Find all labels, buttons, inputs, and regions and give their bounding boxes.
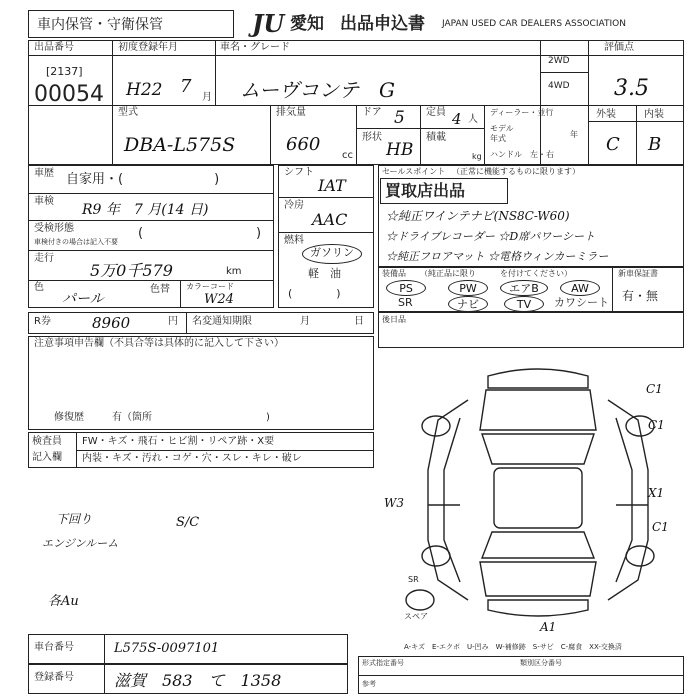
- first-reg-label: 初度登録年月: [118, 42, 178, 53]
- mileage-value: 5万0千579: [90, 261, 173, 280]
- mark-c1-a: C1: [646, 382, 663, 396]
- ref-label: 参考: [362, 680, 376, 688]
- chassis-value: L575S-0097101: [114, 641, 220, 656]
- equip-aw: AW: [560, 280, 600, 296]
- repair-label: 修復歴: [54, 412, 84, 423]
- color-code-value: W24: [204, 292, 234, 307]
- car-name-label: 車名・グレード: [220, 42, 290, 53]
- model-year-label-1: モデル: [490, 124, 514, 133]
- equipment-label: 装備品: [382, 269, 406, 278]
- interior-label: 内装: [644, 109, 664, 120]
- usage-label: 車歴: [34, 168, 54, 179]
- year-unit: 年: [570, 130, 578, 139]
- mileage-label: 走行: [34, 253, 54, 264]
- load-label: 積載: [426, 132, 446, 143]
- score-label: 評価点: [604, 42, 634, 53]
- equip-airbag: エアB: [500, 280, 548, 296]
- r-label: R券: [34, 316, 51, 327]
- sales-line-1: ☆純正ワインテナビ(NS8C-W60): [386, 209, 570, 223]
- capacity-unit: 人: [468, 114, 478, 125]
- equip-pw: PW: [448, 280, 488, 296]
- equipment-note: （純正品に限り を付けてください）: [420, 269, 572, 278]
- r-value: 8960: [92, 314, 131, 332]
- sales-line-2: ☆ドライブレコーダー ☆D席パワーシート: [386, 230, 595, 243]
- check-row-1: FW・キズ・飛石・ヒビ割・リペア跡・X要: [82, 436, 275, 447]
- rear-goods-label: 後日品: [382, 315, 406, 324]
- load-unit: kg: [472, 152, 482, 161]
- shift-label: シフト: [284, 167, 314, 178]
- new-warranty-label: 新車保証書: [618, 269, 658, 278]
- fuel-label: 燃料: [284, 235, 304, 246]
- shape-value: HB: [386, 140, 414, 160]
- cert-category-label: 類別区分番号: [520, 659, 562, 667]
- cert-type-label: 形式指定番号: [362, 659, 404, 667]
- equip-sr: SR: [398, 296, 413, 309]
- acceptance-paren-close: ): [256, 226, 262, 241]
- deadline-month: 月: [300, 316, 310, 327]
- plate-value: 滋賀 583 て 1358: [114, 671, 282, 690]
- mark-w3: W3: [384, 496, 404, 510]
- acceptance-paren: (: [138, 226, 144, 241]
- dealer-label: ディーラー・並行: [490, 108, 554, 117]
- repair-close: ): [266, 412, 270, 423]
- displacement-value: 660: [286, 134, 321, 155]
- new-warranty-value: 有・無: [622, 289, 659, 303]
- sr-label: SR: [408, 575, 419, 584]
- shape-label: 形状: [362, 132, 382, 143]
- drive-4wd: 4WD: [548, 81, 570, 91]
- color-value: パール: [62, 291, 104, 307]
- fuel-gasoline: ガソリン: [310, 246, 354, 259]
- model-label: 型式: [118, 107, 138, 118]
- displacement-unit: cc: [342, 150, 353, 161]
- remark-code: S/C: [176, 515, 200, 530]
- plate-label: 登録番号: [34, 672, 74, 683]
- interior-grade: B: [648, 134, 662, 155]
- mark-a1: A1: [540, 620, 557, 634]
- storage-box: [28, 10, 234, 38]
- lot-number: 00054: [34, 82, 104, 107]
- rear-goods-block: [378, 312, 684, 348]
- drive-2wd: 2WD: [548, 56, 570, 66]
- lot-label: 出品番号: [34, 42, 74, 53]
- mileage-unit: km: [226, 266, 242, 277]
- mark-x1: X1: [648, 486, 665, 500]
- exterior-grade: C: [606, 134, 620, 155]
- spare-label: スペア: [404, 612, 428, 621]
- acceptance-note: 車検付きの場合は記入不要: [34, 238, 118, 246]
- month-unit: 月: [202, 92, 212, 103]
- shift-value: IAT: [318, 176, 346, 195]
- score-value: 3.5: [614, 76, 649, 101]
- deadline-label: 名変通知期限: [192, 316, 252, 327]
- repair-value: 有（箇所: [112, 412, 152, 423]
- cooling-value: AAC: [312, 210, 348, 229]
- notes-header: 注意事項申告欄（不具合等は具体的に記入して下さい）: [34, 338, 284, 349]
- r-unit: 円: [168, 316, 178, 327]
- color-label: 色: [34, 282, 44, 293]
- capacity-label: 定員: [426, 107, 446, 118]
- entry-label: 記入欄: [32, 452, 62, 463]
- doors-label: ドア: [362, 107, 382, 118]
- sales-points-label: セールスポイント: [382, 167, 446, 176]
- cooling-label: 冷房: [284, 200, 304, 211]
- chassis-label: 車台番号: [34, 642, 74, 653]
- equip-ps: PS: [386, 280, 426, 296]
- association-name: JAPAN USED CAR DEALERS ASSOCIATION: [442, 19, 626, 29]
- inspection-label: 車検: [34, 196, 54, 207]
- deadline-day: 日: [354, 316, 364, 327]
- mark-c1-c: C1: [652, 520, 669, 534]
- storage-text: 車内保管・守衛保管: [37, 17, 163, 33]
- first-reg-month: 7: [180, 76, 192, 97]
- inspector-label: 検査員: [32, 436, 62, 447]
- equip-tv: TV: [504, 296, 544, 312]
- car-name-value: ムーヴコンテ G: [240, 78, 395, 102]
- remark-each: 各Au: [48, 594, 79, 609]
- brand-logo: JU: [252, 9, 285, 38]
- fuel-paren: ( ): [288, 287, 341, 300]
- fuel-gasoline-circle: [302, 244, 362, 264]
- doors-value: 5: [394, 108, 405, 128]
- check-row-2: 内装・キズ・汚れ・コゲ・穴・スレ・キレ・破レ: [82, 453, 302, 464]
- first-reg-era: H22: [126, 80, 163, 100]
- color-change-label: 色替: [150, 284, 170, 295]
- lot-sub: [2137]: [46, 65, 83, 78]
- handle-label: ハンドル 左・右: [490, 150, 554, 159]
- model-year-label-2: 年式: [490, 134, 506, 143]
- inspection-value: R9 年 7 月(14 日): [82, 202, 209, 218]
- exterior-label: 外装: [596, 109, 616, 120]
- remark-engine: エンジンルーム: [42, 537, 119, 550]
- sales-title: 買取店出品: [385, 181, 466, 200]
- color-code-label: カラーコード: [186, 282, 234, 291]
- remark-underbody: 下回り: [56, 512, 93, 526]
- equip-navi: ナビ: [448, 296, 488, 312]
- capacity-value: 4: [452, 110, 462, 128]
- fuel-diesel: 軽 油: [308, 267, 341, 280]
- acceptance-label: 受検形態: [34, 223, 74, 234]
- car-diagram: [398, 360, 678, 630]
- sales-line-3: ☆純正フロアマット ☆電格ウィンカーミラー: [386, 250, 609, 263]
- sales-points-note: （正常に機能するものに限ります）: [452, 167, 580, 176]
- sales-title-box: [380, 178, 508, 204]
- damage-legend: A-キズ E-エクボ U-凹み W-補修跡 S-サビ C-腐食 XX-交換済: [404, 643, 622, 651]
- displacement-label: 排気量: [276, 107, 306, 118]
- brand-region: 愛知: [290, 14, 324, 34]
- model-value: DBA-L575S: [124, 134, 236, 156]
- usage-value: 自家用・( ): [66, 172, 220, 187]
- mark-c1-b: C1: [648, 418, 665, 432]
- form-title: 出品申込書: [340, 14, 425, 34]
- equip-leather: カワシート: [554, 296, 609, 309]
